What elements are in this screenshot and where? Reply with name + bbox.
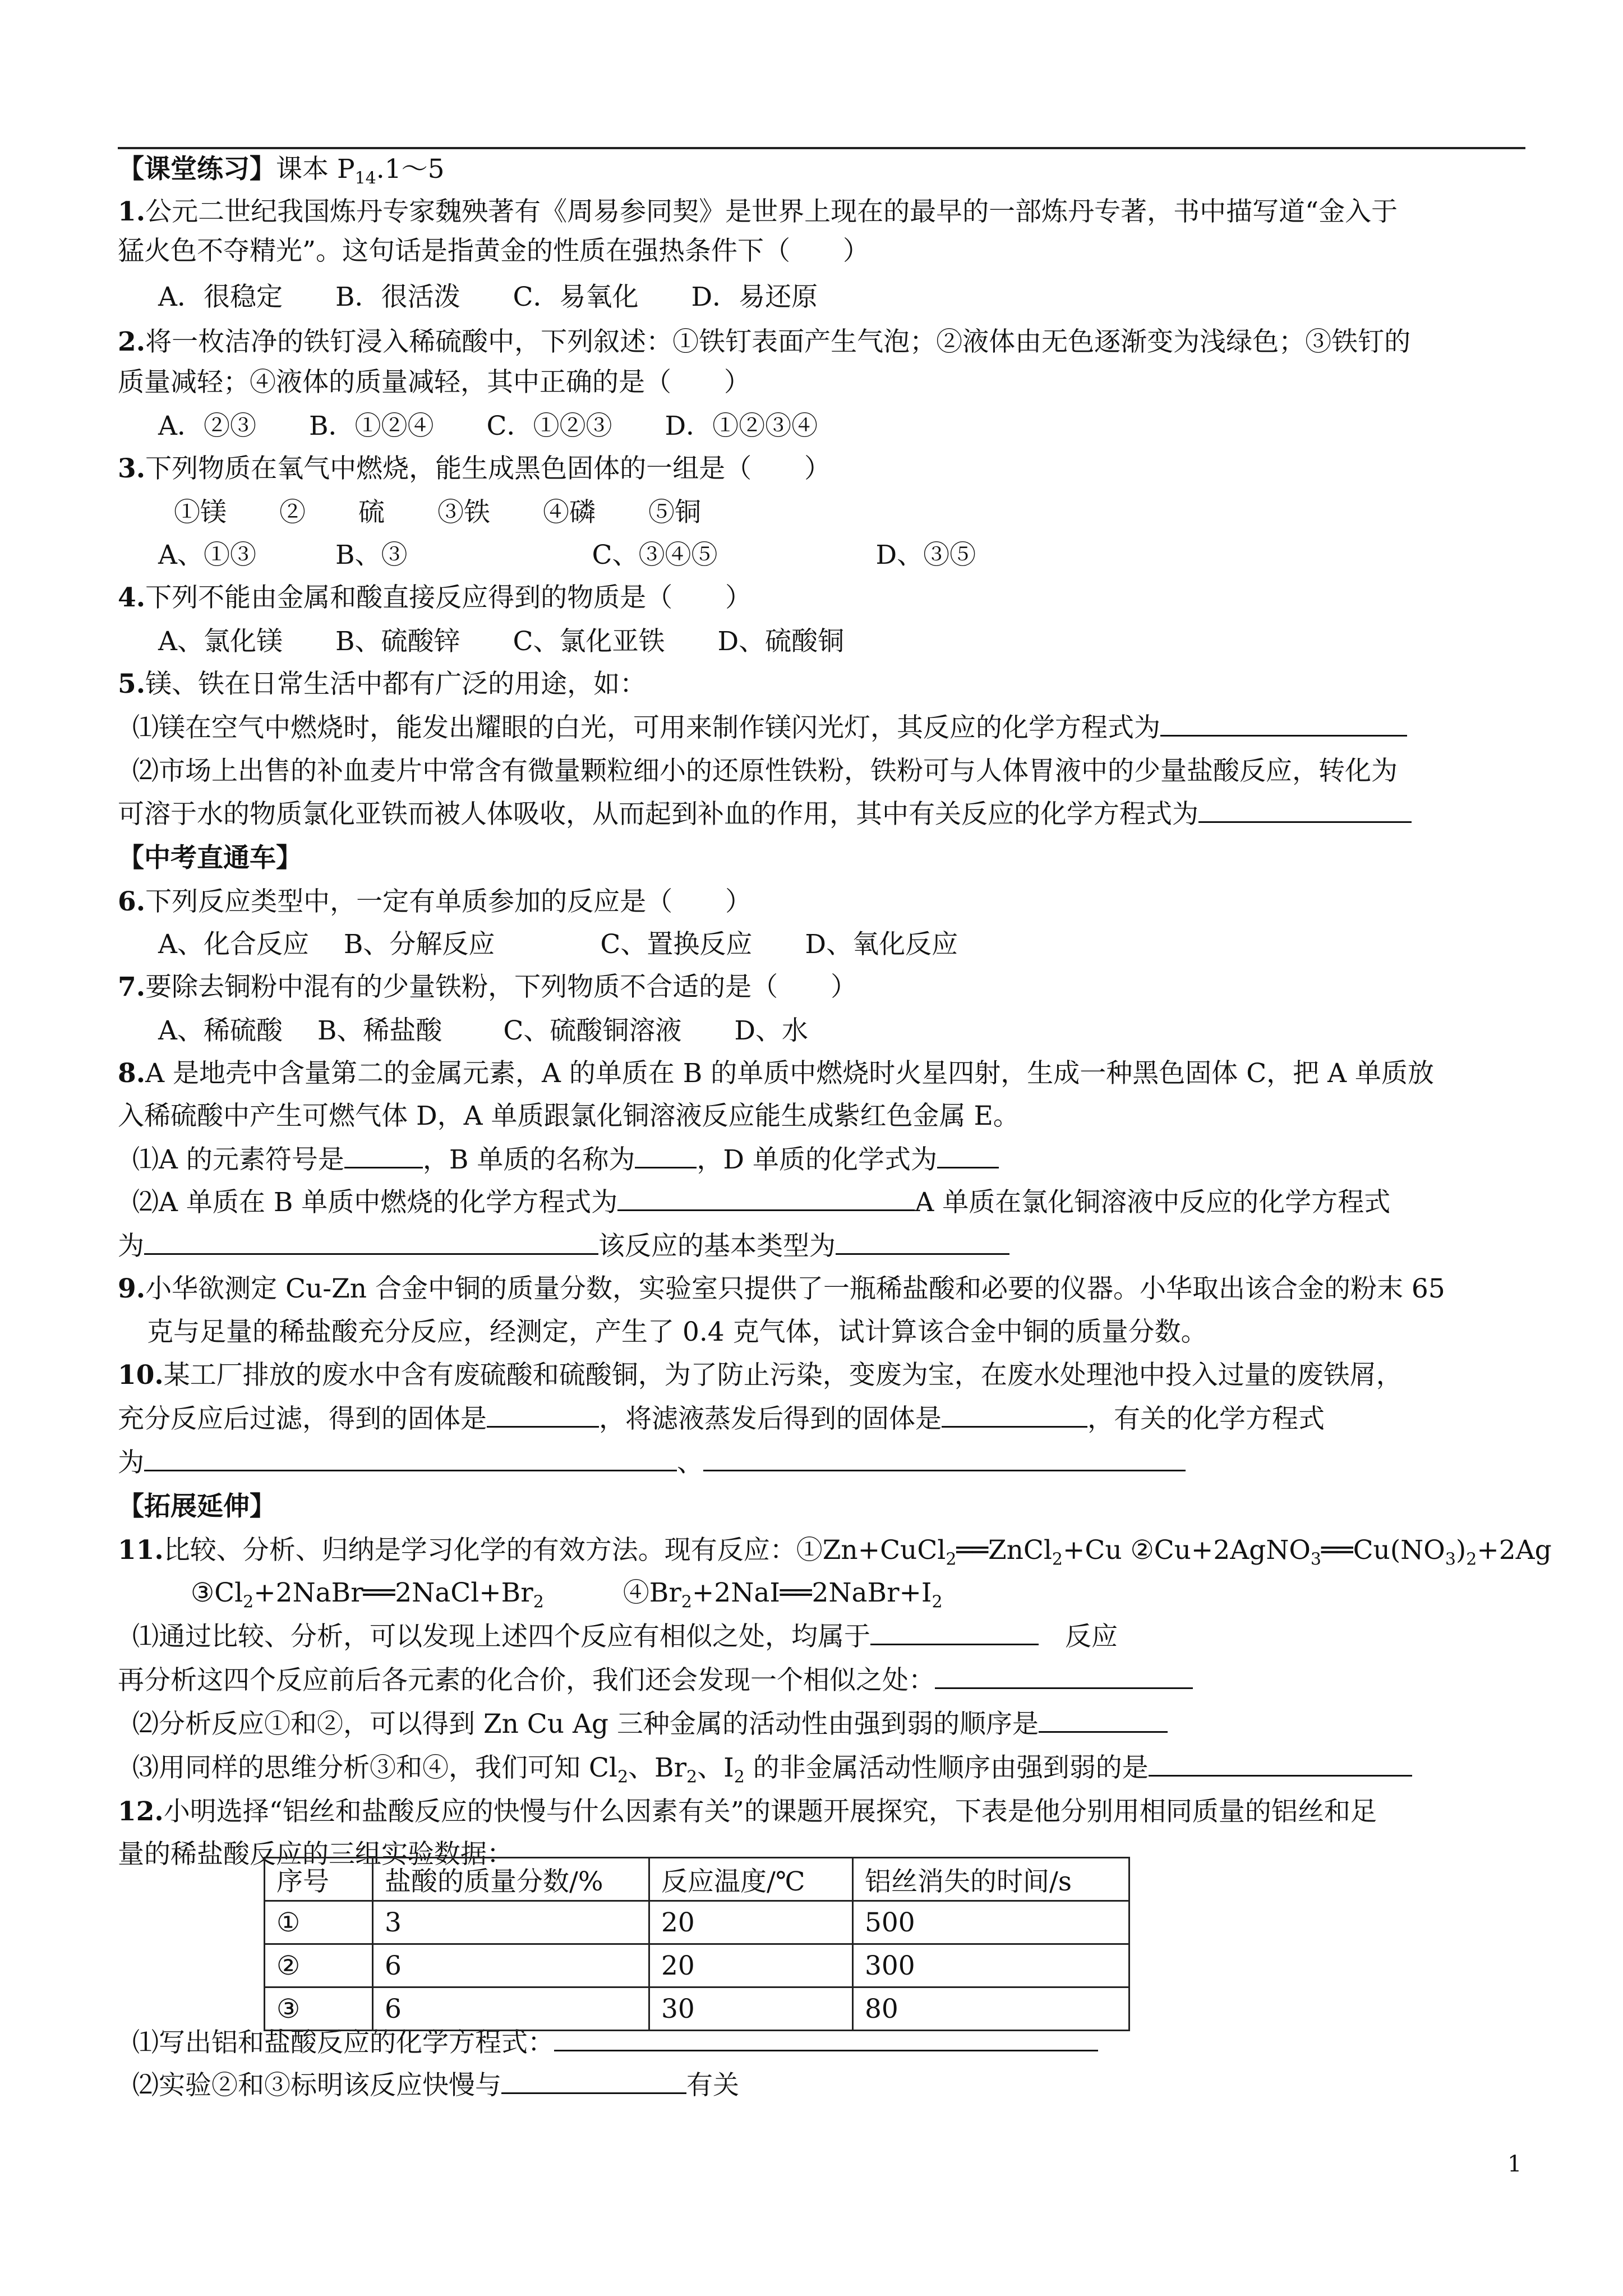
subscript: 2 (1052, 1549, 1063, 1570)
question-number: 3. (118, 453, 146, 484)
table-header-cell: 盐酸的质量分数/% (373, 1858, 649, 1901)
question-number: 1. (118, 196, 146, 227)
text-line (158, 539, 976, 572)
subscript: 2 (681, 1592, 692, 1612)
answer-blank (836, 1230, 1009, 1255)
text-line (118, 1272, 1445, 1306)
question-number: 12. (118, 1796, 164, 1827)
text-segment: ③Cl (191, 1577, 243, 1608)
text-line (118, 1099, 1020, 1133)
text-line (191, 1576, 943, 1610)
answer-blank (1160, 711, 1407, 737)
text-line (118, 153, 445, 186)
text-line (132, 711, 1407, 745)
text-line (118, 1446, 1186, 1480)
text-line (118, 1534, 1552, 1570)
table-cell: 3 (373, 1901, 649, 1944)
text-segment: 下列物质在氧气中燃烧，能生成黑色固体的一组是（ ） (145, 453, 831, 484)
text-segment: ⑵市场上出售的补血麦片中常含有微量颗粒细小的还原性铁粉，铁粉可与人体胃液中的少量盐酸反应，转化为 (132, 756, 1398, 786)
table-row (265, 1944, 1129, 1987)
text-segment: ⑴镁在空气中燃烧时，能发出耀眼的白光，可用来制作镁闪光灯，其反应的化学方程式为 (132, 712, 1160, 743)
table-row (265, 1901, 1129, 1944)
question-number: 7. (118, 972, 146, 1002)
text-line (147, 1315, 1207, 1349)
text-line (118, 1490, 276, 1524)
text-segment: ⑵分析反应①和②，可以得到 Zn Cu Ag 三种金属的活动性由强到弱的顺序是 (132, 1709, 1039, 1740)
text-segment: 质量减轻；④液体的质量减轻，其中正确的是（ ） (118, 367, 750, 398)
text-segment: ，D 单质的化学式为 (697, 1144, 937, 1175)
answer-blank (870, 1620, 1039, 1645)
text-segment: 要除去铜粉中混有的少量铁粉，下列物质不合适的是（ ） (145, 972, 857, 1002)
section-heading: 【课堂练习】 (118, 154, 276, 185)
subscript: 2 (1466, 1549, 1477, 1570)
text-segment: ①镁 ② 硫 ③铁 ④磷 ⑤铜 (174, 497, 701, 528)
subscript: 3 (1310, 1549, 1321, 1570)
answer-blank (635, 1143, 697, 1168)
text-line (118, 841, 302, 875)
table-cell: 6 (373, 1987, 649, 2031)
text-segment: 充分反应后过滤，得到的固体是 (118, 1404, 487, 1434)
text-line (118, 668, 646, 701)
text-segment: 克与足量的稀盐酸充分反应，经测定，产生了 0.4 克气体，试计算该合金中铜的质量分数。 (147, 1317, 1207, 1347)
answer-blank (144, 1230, 598, 1255)
question-number: 11. (118, 1535, 164, 1566)
text-segment: .1～5 (376, 154, 445, 185)
table-header-cell: 铝丝消失的时间/s (853, 1858, 1129, 1901)
table-cell: 300 (853, 1944, 1129, 1987)
text-line (132, 2026, 1098, 2060)
text-segment: 的非金属活动性顺序由强到弱的是 (744, 1752, 1149, 1783)
text-line (118, 1664, 1193, 1697)
text-line (118, 325, 1410, 359)
text-segment: 该反应的基本类型为 (598, 1231, 836, 1262)
table-cell: ③ (265, 1987, 373, 2031)
answer-blank (1039, 1708, 1168, 1733)
text-segment: 反应 (1039, 1621, 1118, 1652)
answer-blank (1149, 1751, 1412, 1777)
table-header-cell: 序号 (265, 1858, 373, 1901)
text-segment: 再分析这四个反应前后各元素的化合价，我们还会发现一个相似之处： (118, 1665, 935, 1696)
top-rule (118, 147, 1525, 149)
table-cell: ② (265, 1944, 373, 1987)
question-number: 2. (118, 326, 146, 357)
subscript: 2 (617, 1767, 629, 1787)
text-segment: +Cu ②Cu+2AgNO (1063, 1535, 1311, 1566)
subscript: 2 (946, 1549, 957, 1570)
text-segment: A、氯化镁 B、硫酸锌 C、氯化亚铁 D、硫酸铜 (158, 626, 845, 657)
subscript: 14 (354, 168, 376, 188)
table-cell: 20 (649, 1901, 853, 1944)
text-segment: A、稀硫酸 B、稀盐酸 C、硫酸铜溶液 D、水 (158, 1015, 809, 1046)
text-segment: +2Ag (1477, 1535, 1552, 1566)
subscript: 2 (734, 1767, 745, 1787)
question-number: 10. (118, 1360, 164, 1391)
question-number: 9. (118, 1273, 146, 1304)
text-line (118, 885, 751, 919)
answer-blank (144, 1446, 677, 1471)
text-segment: 、Br (628, 1752, 687, 1783)
text-line (158, 409, 818, 443)
answer-blank (937, 1143, 999, 1168)
text-segment: +2NaI══2NaBr+I (691, 1577, 932, 1608)
text-line (174, 496, 701, 530)
text-segment: 、 (677, 1447, 703, 1478)
text-segment: 公元二世纪我国炼丹专家魏殃著有《周易参同契》是世界上现在的最早的一部炼丹专著，书中描写道“金入于 (145, 196, 1398, 227)
text-segment: 课本 P (276, 154, 355, 185)
answer-blank (703, 1446, 1186, 1471)
table-cell: ① (265, 1901, 373, 1944)
text-segment: 猛火色不夺精光”。这句话是指黄金的性质在强热条件下（ ） (118, 236, 870, 266)
question-number: 4. (118, 582, 146, 613)
answer-blank (344, 1143, 423, 1168)
text-line (118, 452, 831, 486)
text-segment: A 是地壳中含量第二的金属元素，A 的单质在 B 的单质中燃烧时火星四射，生成一种黑色固体 C，把 A 单质放 (145, 1058, 1434, 1089)
experiment-data-table (264, 1857, 1130, 2031)
table-row (265, 1987, 1129, 2031)
text-segment: 为 (118, 1231, 144, 1262)
text-segment: ══Cu(NO (1321, 1535, 1445, 1566)
text-segment: ⑵A 单质在 B 单质中燃烧的化学方程式为 (132, 1187, 618, 1218)
text-segment: ⑶用同样的思维分析③和④，我们可知 Cl (132, 1752, 617, 1783)
text-segment: ④Br (543, 1577, 681, 1608)
text-line (118, 1795, 1377, 1829)
text-segment: ⑴写出铝和盐酸反应的化学方程式： (132, 2027, 554, 2058)
text-segment: ) (1455, 1535, 1467, 1566)
text-line (132, 1620, 1118, 1654)
text-segment: ，将滤液蒸发后得到的固体是 (599, 1404, 942, 1434)
text-line (118, 195, 1398, 229)
section-heading: 【中考直通车】 (118, 843, 302, 873)
text-segment: 入稀硫酸中产生可燃气体 D，A 单质跟氯化铜溶液反应能生成紫红色金属 E。 (118, 1101, 1020, 1131)
answer-blank (942, 1402, 1087, 1428)
question-number: 5. (118, 669, 146, 700)
text-segment: A、化合反应 B、分解反应 C、置换反应 D、氧化反应 (158, 929, 958, 960)
answer-blank (487, 1402, 599, 1428)
text-line (118, 581, 751, 615)
table-cell: 500 (853, 1901, 1129, 1944)
text-segment: A．②③ B．①②④ C．①②③ D．①②③④ (158, 411, 818, 441)
text-segment: 可溶于水的物质氯化亚铁而被人体吸收，从而起到补血的作用，其中有关反应的化学方程式为 (118, 799, 1198, 830)
text-line (118, 1230, 1009, 1263)
text-segment: A、①③ B、③ C、③④⑤ D、③⑤ (158, 540, 976, 570)
text-segment: 有关 (686, 2070, 739, 2101)
question-number: 8. (118, 1058, 146, 1089)
text-line (158, 928, 958, 961)
text-line (118, 366, 750, 399)
text-line (158, 625, 844, 659)
text-line (118, 1359, 1403, 1392)
text-segment: ⑵实验②和③标明该反应快慢与 (132, 2070, 501, 2101)
table-cell: 80 (853, 1987, 1129, 2031)
subscript: 2 (932, 1592, 943, 1612)
text-segment: ⑴A 的元素符号是 (132, 1144, 344, 1175)
text-segment: 量的稀盐酸反应的三组实验数据： (118, 1839, 513, 1870)
text-segment: 、I (697, 1752, 734, 1783)
answer-blank (1198, 798, 1412, 823)
text-segment: 某工厂排放的废水中含有废硫酸和硫酸铜，为了防止污染，变废为宝，在废水处理池中投入过量的废铁屑， (163, 1360, 1403, 1391)
table-header-cell: 反应温度/℃ (649, 1858, 853, 1901)
subscript: 2 (243, 1592, 254, 1612)
text-segment: 下列不能由金属和酸直接反应得到的物质是（ ） (145, 582, 752, 613)
section-heading: 【拓展延伸】 (118, 1491, 276, 1522)
text-segment: ⑴通过比较、分析，可以发现上述四个反应有相似之处，均属于 (132, 1621, 870, 1652)
text-line (132, 2069, 739, 2102)
table-header-row (265, 1858, 1129, 1901)
text-line (132, 754, 1398, 788)
text-segment: 下列反应类型中，一定有单质参加的反应是（ ） (145, 886, 752, 917)
text-segment: ，B 单质的名称为 (422, 1144, 635, 1175)
text-segment: 为 (118, 1447, 144, 1478)
text-segment: 将一枚洁净的铁钉浸入稀硫酸中，下列叙述：①铁钉表面产生气泡；②液体由无色逐渐变为浅绿色；③铁钉的 (145, 326, 1411, 357)
text-segment: A 单质在氯化铜溶液中反应的化学方程式 (915, 1187, 1391, 1218)
table-cell: 30 (649, 1987, 853, 2031)
text-segment: 比较、分析、归纳是学习化学的有效方法。现有反应：①Zn+CuCl (163, 1535, 946, 1566)
text-line (132, 1143, 999, 1177)
text-line (118, 234, 869, 268)
table-cell: 20 (649, 1944, 853, 1987)
page-number: 1 (1507, 2151, 1522, 2177)
text-segment: 小明选择“铝丝和盐酸反应的快慢与什么因素有关”的课题开展探究，下表是他分别用相同质量的铝丝和足 (163, 1796, 1377, 1827)
text-segment: 镁、铁在日常生活中都有广泛的用途，如： (145, 669, 647, 700)
text-line (158, 1014, 808, 1048)
text-line (118, 1057, 1434, 1091)
text-segment: 小华欲测定 Cu-Zn 合金中铜的质量分数，实验室只提供了一瓶稀盐酸和必要的仪器。小华取出该合金的粉末 65 (145, 1273, 1445, 1304)
question-number: 6. (118, 886, 146, 917)
text-segment: A．很稳定 B．很活泼 C．易氧化 D．易还原 (158, 282, 818, 312)
answer-blank (617, 1186, 915, 1211)
text-line (118, 1402, 1325, 1436)
text-segment: ，有关的化学方程式 (1087, 1404, 1325, 1434)
subscript: 2 (686, 1767, 698, 1787)
text-segment: ══ZnCl (956, 1535, 1052, 1566)
answer-blank (935, 1664, 1193, 1689)
text-line (132, 1751, 1412, 1785)
table-cell: 6 (373, 1944, 649, 1987)
text-line (132, 1186, 1390, 1220)
text-line (132, 1708, 1168, 1741)
text-line (118, 970, 857, 1004)
subscript: 2 (533, 1592, 544, 1612)
text-segment: +2NaBr══2NaCl+Br (253, 1577, 533, 1608)
subscript: 3 (1445, 1549, 1456, 1570)
text-line (118, 798, 1412, 831)
answer-blank (501, 2069, 686, 2094)
text-line (158, 280, 818, 314)
